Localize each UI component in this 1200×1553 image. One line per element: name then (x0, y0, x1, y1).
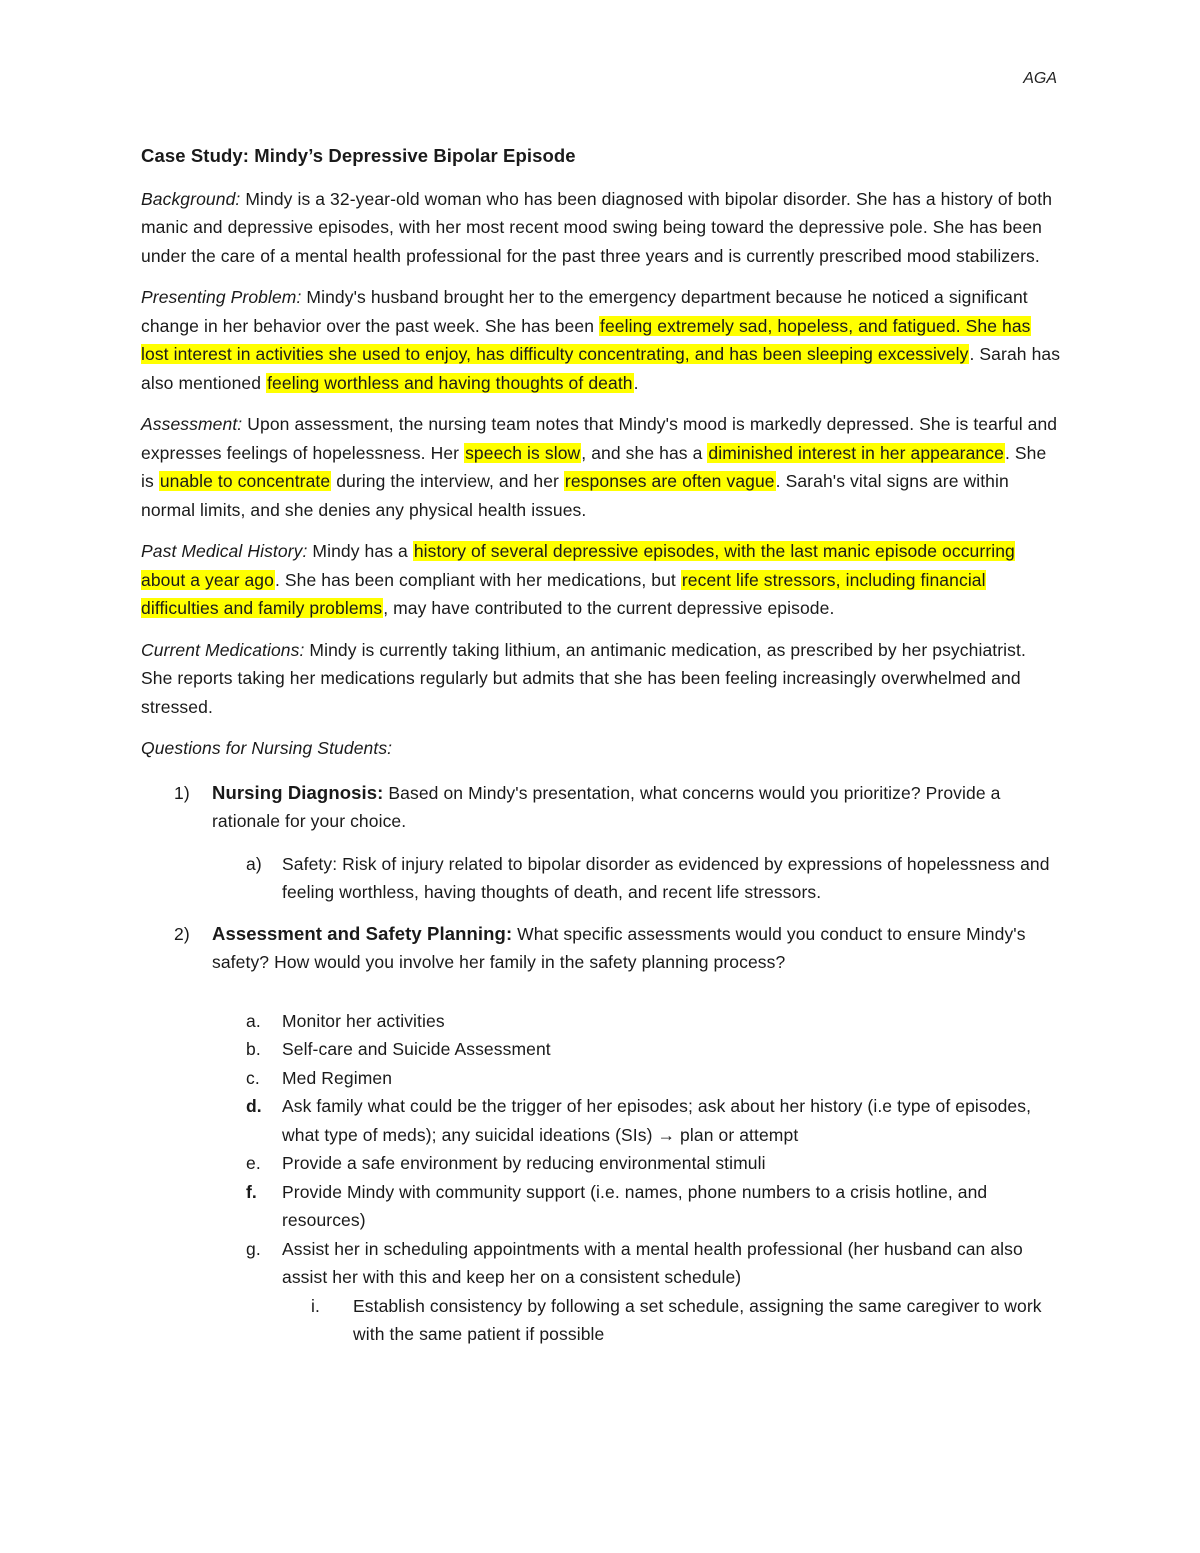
list-item-text: Med Regimen (282, 1067, 393, 1088)
background-paragraph (141, 185, 1061, 271)
question-number: 1) (174, 782, 190, 803)
presenting-problem-label: Presenting Problem: (141, 287, 302, 307)
list-item-letter: g. (246, 1238, 261, 1259)
answer-1a (141, 850, 1061, 907)
highlight: feeling extremely sad, hopeless, and fatigued. She has lost interest in activities she used to enjoy, has difficulty concentrating, and has been sleeping excessively (141, 315, 1031, 364)
list-item-text: Provide Mindy with community support (i.e. names, phone numbers to a crisis hotline, and resources) (282, 1181, 988, 1230)
questions-heading: Questions for Nursing Students: (141, 738, 393, 758)
list-item (141, 1007, 1061, 1036)
question-text: Based on Mindy's presentation, what concerns would you prioritize? Provide a rationale for your choice. (212, 782, 1001, 831)
list-item-text: Ask family what could be the trigger of her episodes; ask about her history (i.e type of episodes, what type of meds); any suicidal ideations (SIs) → plan or attempt (282, 1096, 1032, 1145)
highlight: responses are often vague (564, 471, 775, 491)
list-item (141, 1064, 1061, 1093)
assessment-label: Assessment: (141, 414, 243, 434)
medications-paragraph (141, 636, 1061, 722)
background-label: Background: (141, 188, 241, 209)
medications-text: Mindy is currently taking lithium, an antimanic medication, as prescribed by her psychiatrist. She reports taking her medications regularly but admits that she has been feeling increasingly overwhelmed and stressed. (141, 639, 1026, 717)
list-item-letter: a. (246, 1010, 261, 1031)
assessment-text: , and she has a (581, 442, 708, 463)
highlight: history of several depressive episodes, with the last manic episode occurring about a year ago (141, 541, 1015, 590)
past-history-paragraph (141, 537, 1061, 623)
list-item-letter: e. (246, 1153, 261, 1173)
past-history-text: Mindy has a (307, 541, 413, 561)
presenting-problem-paragraph (141, 283, 1061, 397)
list-item-letter: d. (246, 1096, 262, 1116)
past-history-text: . She has been compliant with her medications, but (274, 569, 681, 590)
nested-list-item-text: Establish consistency by following a set schedule, assigning the same caregiver to work with the same patient if possible (353, 1295, 1042, 1344)
highlight: recent life stressors, including financial difficulties and family problems (141, 569, 986, 618)
question-2 (141, 920, 1061, 977)
list-item-text: Provide a safe environment by reducing environmental stimuli (282, 1153, 766, 1173)
highlight: diminished interest in her appearance (708, 442, 1004, 463)
list-item (141, 1092, 1061, 1149)
question-label: Assessment and Safety Planning: (212, 922, 513, 944)
presenting-problem-text: Mindy's husband brought her to the emergency department because he noticed a significant change in her behavior over the past week. She has been (141, 287, 1028, 336)
presenting-problem-text: . (633, 372, 639, 393)
answer-number: a) (246, 853, 262, 874)
answer-list (141, 1007, 1061, 1292)
list-item-text: Monitor her activities (282, 1010, 445, 1031)
document-title: Case Study: Mindy’s Depressive Bipolar Episode (141, 145, 576, 166)
list-item (141, 1178, 1061, 1235)
nested-list-item (141, 1292, 1061, 1349)
list-item (141, 1035, 1061, 1064)
list-item-letter: b. (246, 1039, 261, 1059)
past-history-text: , may have contributed to the current depressive episode. (383, 598, 835, 618)
list-item-text: Assist her in scheduling appointments with a mental health professional (her husband can also assist her with this and keep her on a consistent schedule) (282, 1238, 1023, 1287)
question-text: What specific assessments would you conduct to ensure Mindy's safety? How would you involve her family in the safety planning process? (212, 923, 1026, 972)
medications-label: Current Medications: (141, 639, 305, 660)
assessment-text: Upon assessment, the nursing team notes that Mindy's mood is markedly depressed. She is tearful and expresses feelings of hopelessness. Her (141, 414, 1058, 463)
list-item-letter: f. (246, 1181, 257, 1202)
list-item-letter: c. (246, 1067, 260, 1088)
question-1 (141, 779, 1061, 836)
highlight: feeling worthless and having thoughts of death (267, 372, 633, 393)
assessment-paragraph (141, 410, 1061, 524)
highlight: unable to concentrate (159, 471, 331, 491)
list-item-text: Self-care and Suicide Assessment (282, 1039, 551, 1059)
answer-text: Safety: Risk of injury related to bipolar disorder as evidenced by expressions of hopelessness and feeling worthless, having thoughts of death, and recent life stressors. (282, 853, 1050, 902)
header-initials: AGA (1023, 70, 1057, 87)
question-label: Nursing Diagnosis: (212, 781, 384, 803)
document-body (141, 142, 1061, 1349)
question-number: 2) (174, 923, 190, 944)
past-history-label: Past Medical History: (141, 541, 308, 561)
background-text: Mindy is a 32-year-old woman who has been diagnosed with bipolar disorder. She has a history of both manic and depressive episodes, with her most recent mood swing being toward the depressive pole. She has been under the care of a mental health professional for the past three years and is currently prescribed mood stabilizers. (141, 188, 1053, 266)
assessment-text: during the interview, and her (331, 471, 564, 491)
presenting-problem-text: . Sarah has also mentioned (141, 344, 1061, 393)
nested-list-item-numeral: i. (311, 1295, 320, 1316)
list-item (141, 1235, 1061, 1292)
highlight: speech is slow (465, 442, 581, 463)
assessment-text: . She is (141, 442, 1047, 491)
list-item (141, 1149, 1061, 1178)
assessment-text: . Sarah's vital signs are within normal limits, and she denies any physical health issues. (141, 471, 1009, 520)
